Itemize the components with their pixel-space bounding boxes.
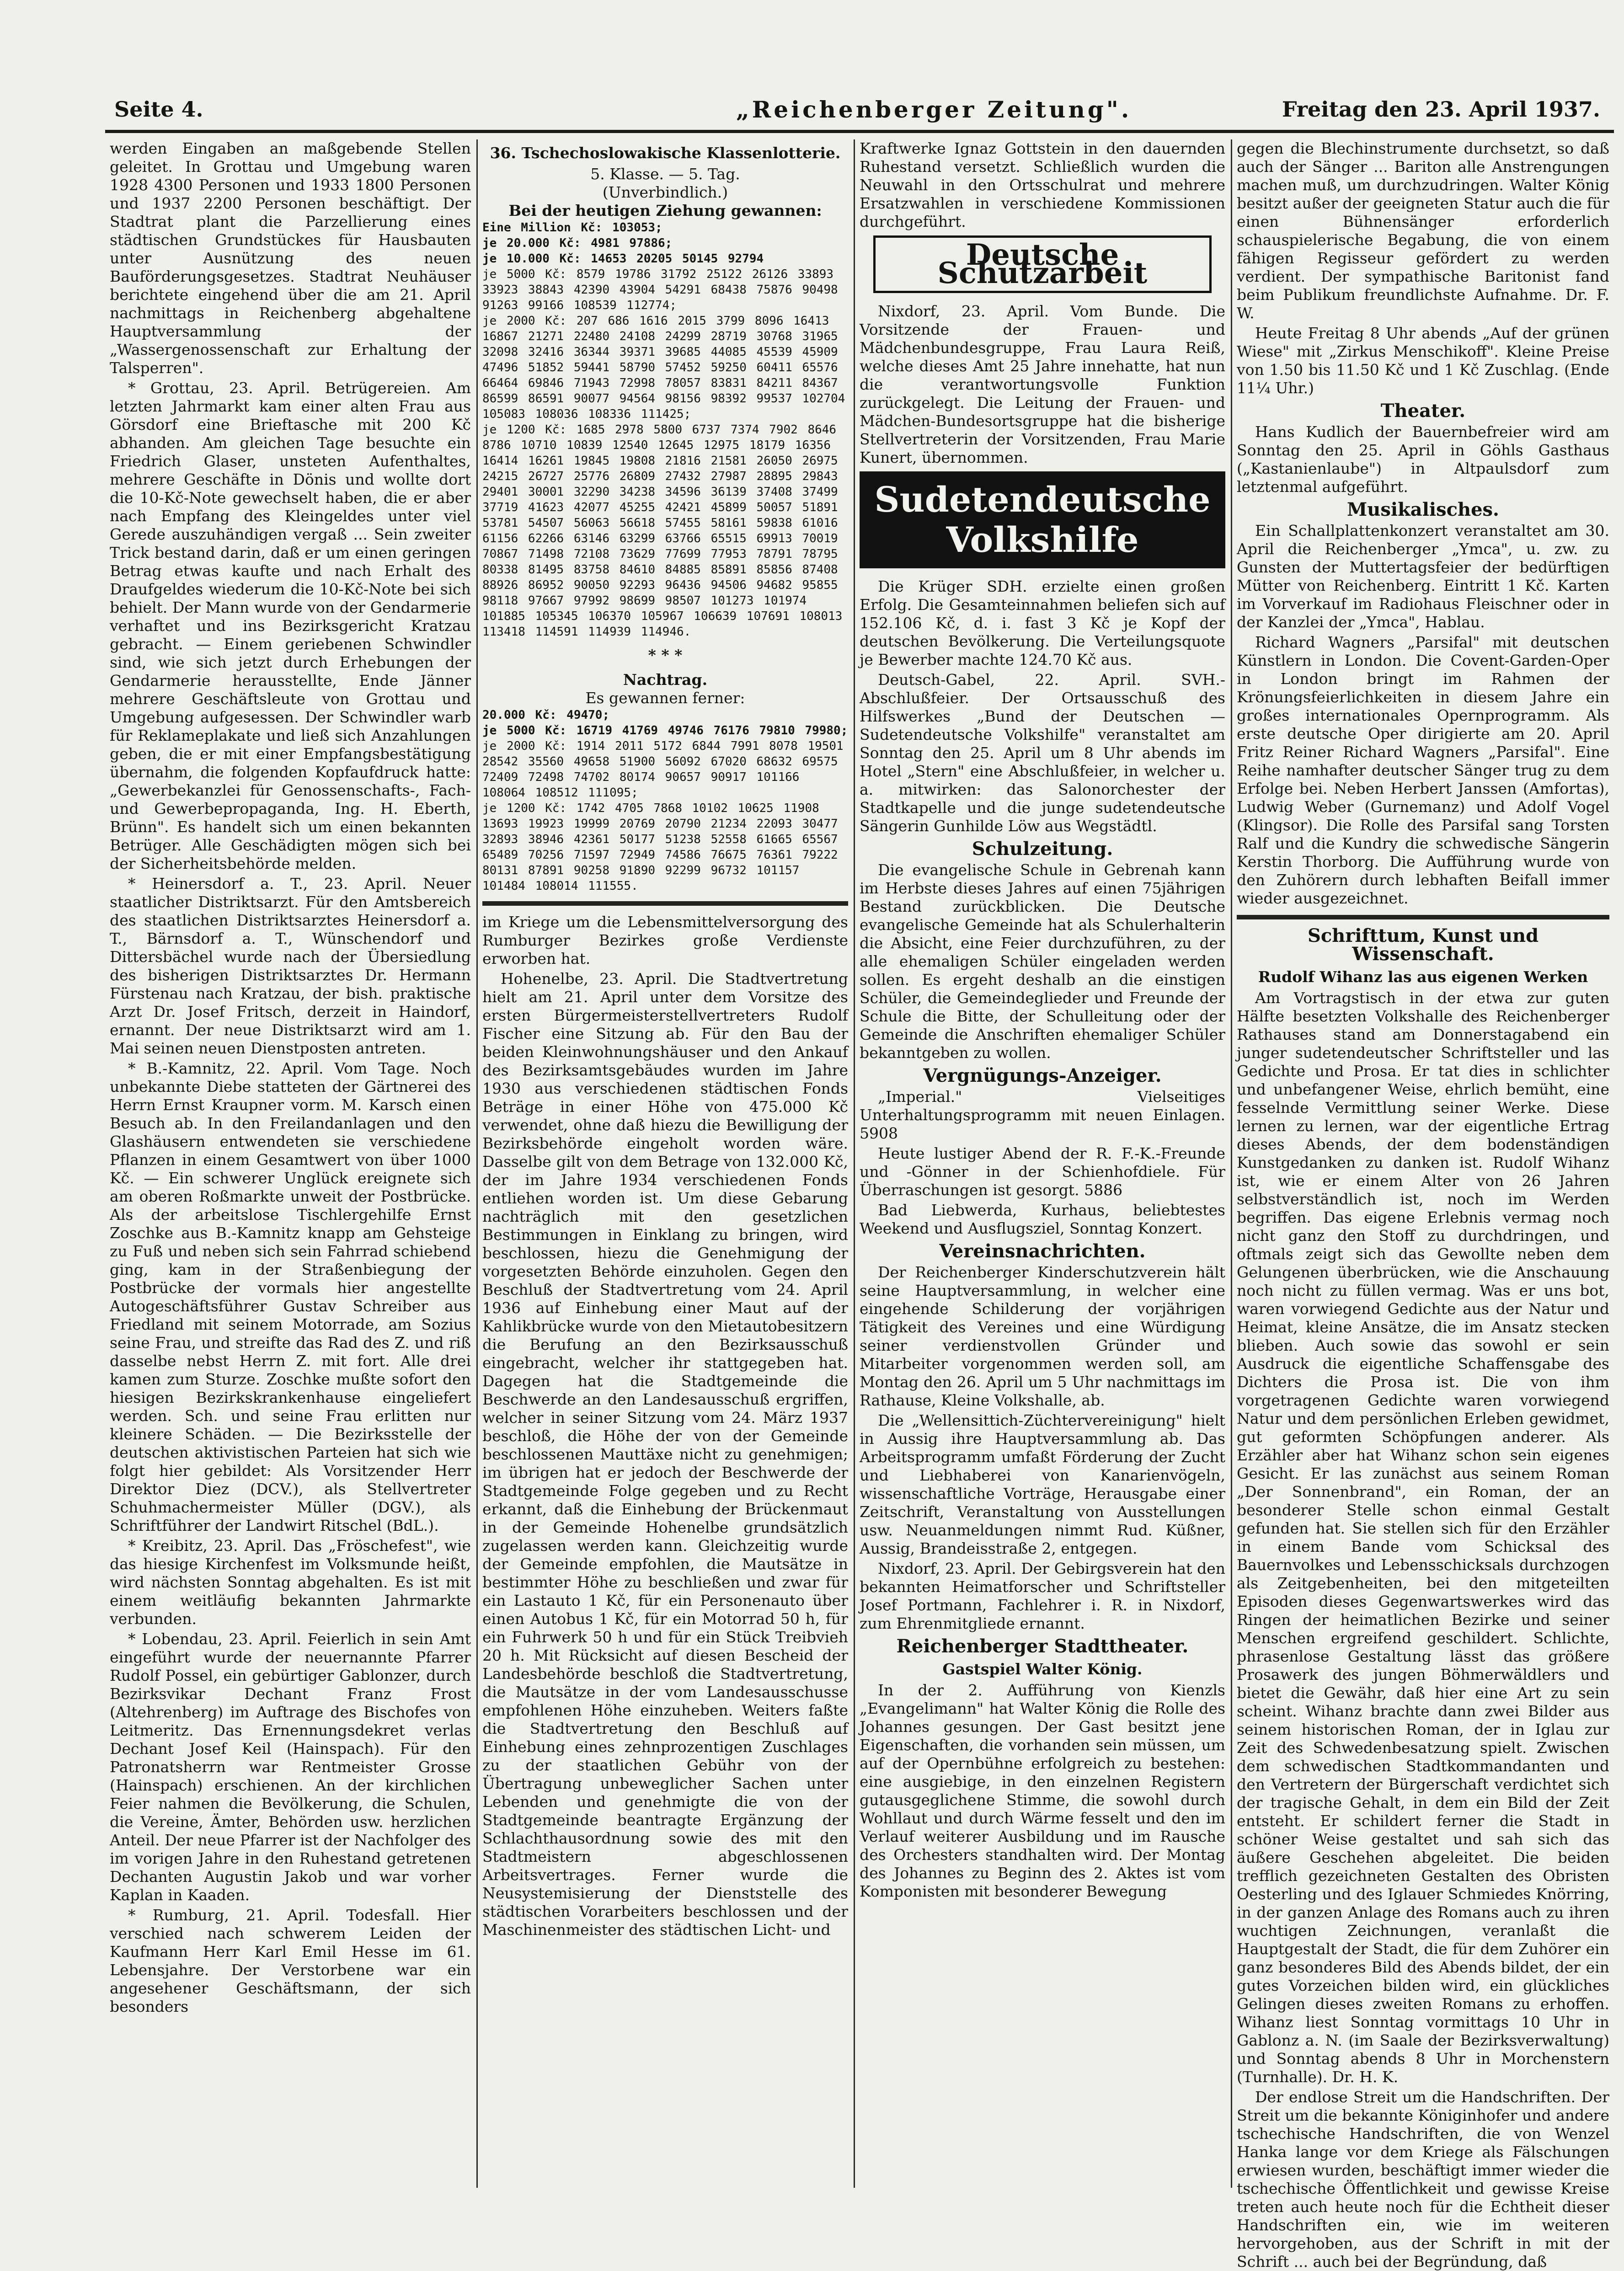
- article-rumburg: * Rumburg, 21. April. Todesfall. Hier verschied nach schwerem Leiden der Kaufmann Herr Karl Emil Hesse im 61. Lebensjahre. Der Verstorbene war ein angesehener Geschäftsmann, der sich besonders: [110, 1906, 471, 2015]
- article-text: Am Vortragstisch in der etwa zur guten Hälfte besetzten Volkshalle des Reichenberger Rathauses stand am Donnerstagabend ein junger sudetendeutscher Schriftsteller und las Gedichte und Prosa. Er tat dies in schlichter und unbefangener Weise, ehrlich bemüht, eine fesselnde Vermittlung seiner Werke. Diese lernen zu lernen, war der eigentliche Ertrag dieses Abends, der dem bodenständigen Kunstgedanken zu danken ist. Rudolf Wihanz ist, wie er einem Alter von 26 Jahren selbstverständlich ist, noch im Werden begriffen. Das eigene Erlebnis vermag noch nicht ganz den Stoff zu durchdringen, und oftmals zeigt sich das Gewollte neben dem Gelungenen überbrücken, wie die Anschauung noch nicht zu füllen vermag. Was er uns bot, waren vorwiegend Gedichte aus der Natur und Heimat, kleine Ansätze, die im Ansatz stecken blieben. Auch sowie das sowohl er sein Ausdruck die eigentliche Schaffensgabe des Dichters die Prosa ist. Die von ihm vorgetragenen Gedichte waren vorwiegend Natur und dem persönlichen Erleben gewidmet, gut geformten Schöpfungen anderer. Als Erzähler aber hat Wihanz schon sein eigenes Gesicht. Er las zunächst aus seinem Roman „Der Sonnenbrand", ein Roman, der an besonderer Stelle schon einmal Gestalt gefunden hat. Sie stellen sich für den Erzähler in einem Bande vom Schicksal des Bauernvolkes und Lebensschicksals durchzogen als Zeitgebenheiten, bei den mitgeteilten Episoden dieses Gegenwartswerkes wird das Ringen der heimatlichen Bezirke und seiner Menschen ergreifend geschildert. Schlichte, phrasenlose Gestaltung lässt das größere Prosawerk des jungen Böhmerwäldlers und bietet die Gewähr, daß hier eine Art zu sein scheint. Wihanz brachte dann zwei Bilder aus seinem historischen Roman, der in Iglau zur Zeit des Schwedenbesatzung spielt. Zwischen dem schwedischen Stadtkommandanten und den Vertretern der Bürgerschaft verdichtet sich der tragische Gehalt, in dem ein Bild der Zeit entsteht. Er schildert ferner die Stadt in schöner Weise gestaltet und sah sich das äußere Geschehen abgeleitet. Die beiden trefflich gezeichneten Gestalten des Obristen Oesterling und des Iglauer Schmiedes Knörring, in der ganzen Anlage des Romans auch zu ihren wuchtigen Zeichnungen, veranlaßt die Hauptgestalt der Stadt, die für dem Zuhörer ein ganz besonderes Bild des Abends bildet, der ein gutes Vorzeichen bilden wird, ein glückliches Gelingen dieses zweiten Romans zu erhoffen. Wihanz liest Sonntag vormittags 10 Uhr in Gablonz a. N. (im Saale der Bezirksverwaltung) und Sonntag abends 8 Uhr in Morchenstern (Turnhalle). Dr. H. K.: [1237, 989, 1609, 2086]
- article-text: Die evangelische Schule in Gebrenah kann im Herbste dieses Jahres auf einen 75jährigen Bestand zurückblicken. Die Deutsche evangelische Gemeinde hat als Schulerhalterin die Absicht, eine Feier durchzuführen, zu der alle ehemaligen Schüler eingeladen werden sollen. Es ergeht deshalb an die einstigen Schüler, die Gemeindeglieder und Freunde der Schule die Bitte, der Schulleitung oder der Gemeinde die Anschriften ehemaliger Schüler bekanntgeben zu wollen.: [860, 861, 1225, 1062]
- page-number: Seite 4.: [114, 97, 203, 122]
- article-text: Ein Schallplattenkonzert veranstaltet am 30. April die Reichenberger „Ymca", u. zw. zu Gunsten der Muttertagsfeier der bedürftigen Mütter von Reichenberg. Eintritt 1 Kč. Karten im Vorverkauf im Radiohaus Fleischner oder in der Kanzlei der „Ymca", Hablau.: [1237, 522, 1609, 631]
- section-subheading: Gastspiel Walter König.: [942, 1660, 1143, 1678]
- lottery-line: 20.000 Kč: 49470;: [482, 708, 610, 722]
- article-text: Hans Kudlich der Bauernbefreier wird am Sonntag den 25. April in Göhls Gasthaus („Kastanienlaube") in Altpaulsdorf zum letztenmal aufgeführt.: [1237, 423, 1609, 496]
- column-rule: [854, 139, 855, 2188]
- article-text: „Imperial." Vielseitiges Unterhaltungsprogramm mit neuen Einlagen. 5908: [860, 1088, 1225, 1142]
- lottery-heading: 36. Tschechoslowakische Klassenlotterie.: [490, 144, 841, 162]
- column-rule: [476, 139, 478, 2188]
- section-banner-volkshilfe: [860, 471, 1225, 568]
- lottery-line: Eine Million Kč: 103053;: [482, 221, 662, 235]
- lottery-line: je 2000 Kč: 207 686 1616 2015 3799 8096 16413 16867 21271 22480 24108 24299 28719 30768 31965 32098 32416 36344 39371 39685 44085 45539 45909 47496 51852 59441 58790 57452 59250 60411 65576 66464 69846 71943 72998 78057 83831 84211 84367 86599 86591 90077 94564 98156 98392 99537 102704 105083 108036 108336 111425;: [482, 314, 845, 421]
- section-heading: Musikalisches.: [1347, 499, 1499, 520]
- lottery-line: je 2000 Kč: 1914 2011 5172 6844 7991 8078 19501 28542 35560 49658 51900 56092 67020 68632 69575 72409 72498 74702 80174 90657 90917 101166 108064 108512 111095;: [482, 739, 844, 800]
- section-rule: [1237, 915, 1609, 919]
- issue-date: Freitag den 23. April 1937.: [1282, 97, 1600, 122]
- article-lobendau: * Lobendau, 23. April. Feierlich in sein Amt eingeführt wurde der neuernannte Pfarrer Rudolf Possel, ein gebürtiger Gablonzer, durch Bezirksvikar Dechant Franz Frost (Altehrenberg) im Auftrage des Bischofes von Leitmeritz. Das Ernennungsdekret verlas Dechant Josef Keil (Hainspach). Für den Patronatsherrn war Rentmeister Grosse (Hainspach) erschienen. An der kirchlichen Feier nahmen die Bevölkerung, die Schulen, die Vereine, Ämter, Behörden usw. herzlichen Anteil. Der neue Pfarrer ist der Nachfolger des im vorigen Jahre in den Ruhestand getretenen Dechanten Augustin Jakob und war vorher Kaplan in Kaaden.: [110, 1630, 471, 1904]
- banner-line: Volkshilfe: [946, 519, 1139, 560]
- section-heading: Vergnügungs-Anzeiger.: [923, 1065, 1162, 1086]
- banner-line: Sudetendeutsche: [874, 479, 1211, 520]
- article-text: Heute Freitag 8 Uhr abends „Auf der grünen Wiese" mit „Zirkus Menschikoff". Kleine Preise von 1.50 bis 11.50 Kč und 1 Kč Zuschlag. (Ende 11¼ Uhr.): [1237, 324, 1609, 397]
- newspaper-title: „Reichenberger Zeitung".: [736, 96, 1132, 123]
- lottery-line: Es gewannen ferner:: [585, 689, 745, 707]
- column-1: [110, 139, 471, 2188]
- article-text: Richard Wagners „Parsifal" mit deutschen Künstlern in London. Die Covent-Garden-Oper in London bringt im Rahmen der Krönungsfeierlichkeiten in diesem Jahre ein großes internationales Opernprogramm. Als erste deutsche Oper dirigierte am 20. April Fritz Reiner Richard Wagners „Parsifal". Eine Reihe namhafter deutscher Sänger trug zu dem Erfolge bei. Neben Herbert Janssen (Amfortas), Ludwig Weber (Gurnemanz) und Adolf Vogel (Klingsor). Die Rolle des Parsifal sang Torsten Ralf und die Kundry die schwedische Sängerin Kerstin Thorborg. Die Aufführung wurde von den Zuhörern durch lebhaften Beifall immer wieder ausgezeichnet.: [1237, 633, 1609, 907]
- article-text: Bad Liebwerda, Kurhaus, beliebtestes Weekend und Ausflugsziel, Sonntag Konzert.: [860, 1201, 1225, 1237]
- section-heading: Reichenberger Stadttheater.: [896, 1635, 1189, 1657]
- column-4: [1237, 139, 1609, 2271]
- article-text: gegen die Blechinstrumente durchsetzt, so daß auch der Sänger ... Bariton alle Anstrengungen machen muß, um durchzudringen. Walter König besitzt außer der geeigneten Statur auch die für einen Bühnensänger erforderlich schauspielerische Begabung, die von einem fähigen Regisseur gefördert zu werden verdient. Der sympathische Baritonist fand beim Publikum freundlichste Aufnahme. Dr. F. W.: [1237, 139, 1609, 322]
- section-subheading: Rudolf Wihanz las aus eigenen Werken: [1258, 968, 1588, 986]
- lottery-note: (Unverbindlich.): [602, 183, 728, 201]
- article-b-kamnitz: * B.-Kamnitz, 22. April. Vom Tage. Noch unbekannte Diebe statteten der Gärtnerei des Herrn Ernst Kraupner vorm. M. Karsch einen Besuch ab. In den Freilandanlagen und den Glashäusern entwendeten sie verschiedene Pflanzen in einem Gesamtwert von über 1000 Kč. — Ein schwerer Unglück ereignete sich am oberen Roßmarkte unweit der Postbrücke. Als der arbeitslose Tischlergehilfe Ernst Zoschke aus B.-Kamnitz knapp am Gehsteige zu Fuß und neben sich sein Fahrrad schiebend ging, kam in der Straßenbiegung der Postbrücke der vormals hier angestellte Autogeschäftsführer Gustav Schreiber aus Friedland mit seinem Motorrade, am Sozius seine Frau, und streifte das Rad des Z. und riß dasselbe nebst Herrn Z. mit fort. Alle drei kamen zum Sturze. Zoschke mußte sofort den hiesigen Bezirkskrankenhause eingeliefert werden. Sch. und seine Frau erlitten nur kleinere Schäden. — Die Bezirksstelle der deutschen aktivistischen Parteien hat sich wie folgt hier gebildet: Als Vorsitzender Herr Direktor Diez (DCV.), als Stellvertreter Schuhmachermeister Müller (DGV.), als Schriftführer der Landwirt Ritschel (BdL.).: [110, 1059, 471, 1534]
- article-grottau: * Grottau, 23. April. Betrügereien. Am letzten Jahrmarkt kam einer alten Frau aus Görsdorf eine Brieftasche mit 200 Kč abhanden. Am gleichen Tage besuchte ein Friedrich Glaser, unsteten Aufenthaltes, mehrere Geschäfte in Dönis und wollte dort die 10-Kč-Note gewechselt haben, die er aber nach Empfang des Kleingeldes unter viel Gerede auszuhändigen vergaß ... Sein zweiter Trick bestand darin, daß er um einen geringen Betrag etwas kaufte und nach Erhalt des Draufgeldes wiederum die 10-Kč-Note bei sich behielt. Der Mann wurde von der Gendarmerie verhaftet und ins Bezirksgericht Kratzau gebracht. — Einem geriebenen Schwindler sind, wie sich jetzt durch Erhebungen der Gendarmerie herausstellte, Ende Jänner mehrere Geschäftsleute von Grottau und Umgebung aufgesessen. Der Schwindler warb für Reklameplakate und ließ sich Anzahlungen geben, die er mit einer Empfangsbestätigung übernahm, die folgenden Kopfaufdruck hatte: „Gewerbekanzlei für Genossenschafts-, Fach- und Gewerbepropaganda, Ing. H. Eberth, Brünn". Es handelt sich um einen bekannten Betrüger. Alle Geschädigten mögen sich bei der Sicherheitsbehörde melden.: [110, 379, 471, 872]
- section-heading: Schrifttum, Kunst und Wissenschaft.: [1307, 925, 1539, 965]
- article-text: In der 2. Aufführung von Kienzls „Evangelimann" hat Walter König die Rolle des Johannes gesungen. Der Gast besitzt jene Eigenschaften, die vorhanden sein müssen, um auf der Opernbühne erfolgreich zu bestehen: eine ausgiebige, in den einzelnen Registern gutausgeglichene Stimme, die sowohl durch Wohllaut und durch Wärme fesselt und den im Verlauf weiterer Ausbildung und im Rausche des Orchesters standhalten wird. Der Montag des Johannes zu Beginn des 2. Aktes ist vom Komponisten mit besonderer Bewegung: [860, 1681, 1225, 1900]
- lottery-line: je 5000 Kč: 16719 41769 49746 76176 79810 79980;: [482, 724, 848, 737]
- article-text: Der Reichenberger Kinderschutzverein hält seine Hauptversammlung, in welcher eine eingehende Schilderung der vorjährigen Tätigkeit des Vereines und eine Würdigung seiner verdienstvollen Gründer und Mitarbeiter vorgenommen werden soll, am Montag den 26. April um 5 Uhr nachmittags im Rathause, Kleine Volkshalle, ab.: [860, 1263, 1225, 1409]
- article-heinersdorf: * Heinersdorf a. T., 23. April. Neuer staatlicher Distriktsarzt. Für den Amtsbereich des staatlichen Distriktsarztes Heinersdorf a. T., Bärnsdorf a. T., Wünschendorf und Dittersbächel wurde nach der Übersiedlung des bisherigen Distriktsarztes Dr. Hermann Fürstenau nach Kratzau, der bish. praktische Arzt Dr. Josef Fritsch, derzeit in Haindorf, ernannt. Der neue Distriktsarzt wird am 1. Mai seinen neuen Dienstposten antreten.: [110, 875, 471, 1057]
- lottery-line: je 1200 Kč: 1742 4705 7868 10102 10625 11908 13693 19923 19999 20769 20790 21234 22093 30477 32893 38946 42361 50177 51238 52558 61665 65567 65489 70256 71597 72949 74586 76675 76361 79222 80131 87891 90258 91890 92299 96732 101157 101484 108014 111555.: [482, 802, 838, 893]
- lottery-line: je 20.000 Kč: 4981 97886;: [482, 236, 673, 250]
- newspaper-page: [105, 91, 1614, 2271]
- section-rule: [482, 901, 848, 906]
- article-kreibitz: * Kreibitz, 23. April. Das „Fröschefest", wie das hiesige Kirchenfest im Volksmunde heißt, wird nächsten Sonntag abgehalten. Es ist mit einem weitläufig bekannten Jahrmarkte verbunden.: [110, 1537, 471, 1628]
- column-rule: [1231, 139, 1232, 2188]
- section-heading: Schulzeitung.: [972, 838, 1113, 860]
- article-hohenelbe: Hohenelbe, 23. April. Die Stadtvertretung hielt am 21. April unter dem Vorsitze des ersten Bürgermeisterstellvertreters Rudolf Fischer eine Sitzung ab. Für den Bau der beiden Kleinwohnungshäuser und den Ankauf des Bezirksamtsgebäudes wurden im Jahre 1930 aus verschiedenen städtischen Fonds Beträge in einer Höhe von 475.000 Kč verwendet, ohne daß hiezu die Bewilligung der Bezirksbehörde eingeholt worden wäre. Dasselbe gilt von dem Betrage von 132.000 Kč, der im Jahre 1934 verschiedenen Fonds entliehen worden ist. Um diese Gebarung nachträglich mit den gesetzlichen Bestimmungen in Einklang zu bringen, wird beschlossen, hiezu die Genehmigung der vorgesetzten Behörde einzuholen. Gegen den Beschluß der Stadtvertretung vom 24. April 1936 auf Einhebung einer Maut auf der Kahlikbrücke wurde von den Mietautobesitzern die Berufung an den Bezirksausschuß eingebracht, welcher ihr stattgegeben hat. Dagegen hat die Stadtgemeinde die Beschwerde an den Landesausschuß ergriffen, welcher in seiner Sitzung vom 24. März 1937 beschloß, die Höhe der von der Gemeinde beschlossenen Mauttäxe nicht zu genehmigen; im übrigen hat er jedoch der Beschwerde der Stadtgemeinde Folge gegeben und zu Recht erkannt, daß die Einhebung der Brückenmaut in der Gemeinde Hohenelbe grundsätzlich zugelassen werden kann. Gleichzeitig wurde der Gemeinde empfohlen, die Mautsätze in bestimmter Höhe zu beschließen und zwar für ein Lastauto 1 Kč, für ein Personenauto über einen Autobus 1 Kč, für ein Motorrad 50 h, für ein Fuhrwerk 50 h und für ein Stück Treibvieh 20 h. Mit Rücksicht auf diesen Bescheid der Landesbehörde beschloß die Stadtvertretung, die Mautsätze in der vom Landesausschusse empfohlenen Höhe einzuheben. Weiters faßte die Stadtvertretung den Beschluß auf Einhebung eines zehnprozentigen Zuschlages zu der staatlichen Gebühr von der Übertragung unbeweglicher Sachen unter Lebenden und genehmigte die von der Stadtgemeinde beantragte Ergänzung der Schlachthausordnung sowie des mit den Stadtmeistern abgeschlossenen Arbeitsvertrages. Ferner wurde die Neusystemisierung der Dienststelle des städtischen Vorarbeiters beschlossen und der Maschinenmeister des städtischen Licht- und: [482, 970, 848, 1939]
- lottery-line: je 1200 Kč: 1685 2978 5800 6737 7374 7902 8646 8786 10710 10839 12540 12645 12975 18179 16356 16414 16261 19845 19808 21816 21581 26050 26975 24215 26727 25776 26809 27432 27987 28895 29843 29401 30001 32290 34238 34596 36139 37408 37499 37719 41623 42077 45255 42421 45899 50057 51891 53781 54507 56063 56618 57455 58161 59838 61016 61156 62266 63146 63299 63766 65515 69913 70019 70867 71498 72108 73629 77699 77953 78791 78795 80338 81495 83758 84610 84885 85891 85856 87408 88926 86952 90050 92293 96436 94506 94682 95855 98118 97667 97992 98699 98507 101273 101974 101885 105345 106370 105967 106639 107691 108013 113418 114591 114939 114946.: [482, 423, 843, 639]
- lottery-subheading: 5. Klasse. — 5. Tag.: [590, 165, 740, 183]
- section-heading: Theater.: [1380, 400, 1466, 422]
- lottery-line: je 10.000 Kč: 14653 20205 50145 92794: [482, 252, 764, 266]
- article-nixdorf: Nixdorf, 23. April. Vom Bunde. Die Vorsitzende der Frauen- und Mädchenbundesgruppe, Frau Laura Reiß, welche dieses Amt 25 Jahre innehatte, hat nun die verantwortungsvolle Funktion zurückgelegt. Die Leitung der Frauen- und Mädchen-Bundesortsgruppe hat die bisherige Stellvertreterin der Vorsitzenden, Frau Marie Kunert, übernommen.: [860, 302, 1225, 466]
- section-heading: Vereinsnachrichten.: [939, 1240, 1146, 1262]
- separator-stars: * * *: [648, 646, 683, 664]
- section-box-schutzarbeit: Deutsche Schutzarbeit: [873, 235, 1212, 293]
- article-text: Heute lustiger Abend der R. F.-K.-Freunde und -Gönner in der Schienhofdiele. Für Überraschungen ist gesorgt. 5886: [860, 1144, 1225, 1199]
- lottery-intro: Bei der heutigen Ziehung gewannen:: [508, 202, 822, 219]
- lottery-nachtrag-heading: Nachtrag.: [623, 671, 708, 689]
- article-text: Nixdorf, 23. April. Der Gebirgsverein hat den bekannten Heimatforscher und Schriftsteller Josef Portmann, Fachlehrer i. R. in Nixdorf, zum Ehrenmitgliede ernannt.: [860, 1560, 1225, 1632]
- column-2: [482, 139, 848, 2188]
- masthead: [105, 91, 1614, 133]
- article-text: Die „Wellensittich-Züchtervereinigung" hielt in Aussig ihre Hauptversammlung ab. Das Arbeitsprogramm umfaßt Förderung der Zucht und Liebhaberei von Kanarienvögeln, wissenschaftliche Vorträge, Herausgabe einer Zeitschrift, Veranstaltung von Ausstellungen usw. Neuanmeldungen nimmt Rud. Küßner, Aussig, Brandeisstraße 2, entgegen.: [860, 1411, 1225, 1557]
- article-text: Die Krüger SDH. erzielte einen großen Erfolg. Die Gesamteinnahmen beliefen sich auf 152.106 Kč, d. i. fast 3 Kč je Kopf der deutschen Bevölkerung. Die Verteilungsquote je Bewerber machte 124.70 Kč aus.: [860, 577, 1225, 668]
- article-text: Kraftwerke Ignaz Gottstein in den dauernden Ruhestand versetzt. Schließlich wurden die Neuwahl in den Ortsschulrat und mehrere Ersatzwahlen in verschiedene Kommissionen durchgeführt.: [860, 139, 1225, 230]
- article-deutsch-gabel: Deutsch-Gabel, 22. April. SVH.-Abschlußfeier. Der Ortsausschuß des Hilfswerkes „Bund der Deutschen — Sudetendeutsche Volkshilfe" veranstaltet am Sonntag den 25. April um 8 Uhr abends im Hotel „Stern" eine Abschlußfeier, in welcher u. a. mitwirken: das Salonorchester der Stadtkapelle und die junge sudetendeutsche Sängerin Gunhilde Löw aus Wegstädtl.: [860, 671, 1225, 835]
- lottery-line: je 5000 Kč: 8579 19786 31792 25122 26126 33893 33923 38843 42390 43904 54291 68438 75876 90498 91263 99166 108539 112774;: [482, 267, 838, 312]
- column-3: [860, 139, 1225, 2188]
- article-text: im Kriege um die Lebensmittelversorgung des Rumburger Bezirkes große Verdienste erworben hat.: [482, 913, 848, 967]
- article-text: Der endlose Streit um die Handschriften. Der Streit um die bekannte Königinhofer und andere tschechische Handschriften, die von Wenzel Hanka lange vor dem Kriege als Fälschungen erwiesen wurden, beschäftigt immer wieder die tschechische Öffentlichkeit und gewisse Kreise treten auch heute noch für die Echtheit dieser Handschriften ein, wie im weiteren hervorgehoben, aus der Schrift in mit der Schrift ... auch bei der Begründung, daß: [1237, 2088, 1609, 2271]
- article-text: werden Eingaben an maßgebende Stellen geleitet. In Grottau und Umgebung waren 1928 4300 Personen und 1933 1800 Personen und 1937 2200 Personen beschäftigt. Der Stadtrat plant die Parzellierung eines städtischen Grundstückes für Hausbauten unter Ausnützung des neuen Bauförderungsgesetzes. Stadtrat Neuhäuser berichtete eingehend über die am 21. April nachmittags in Reichenberg abgehaltene Hauptversammlung der „Wassergenossenschaft zur Erhaltung der Talsperren".: [110, 139, 471, 377]
